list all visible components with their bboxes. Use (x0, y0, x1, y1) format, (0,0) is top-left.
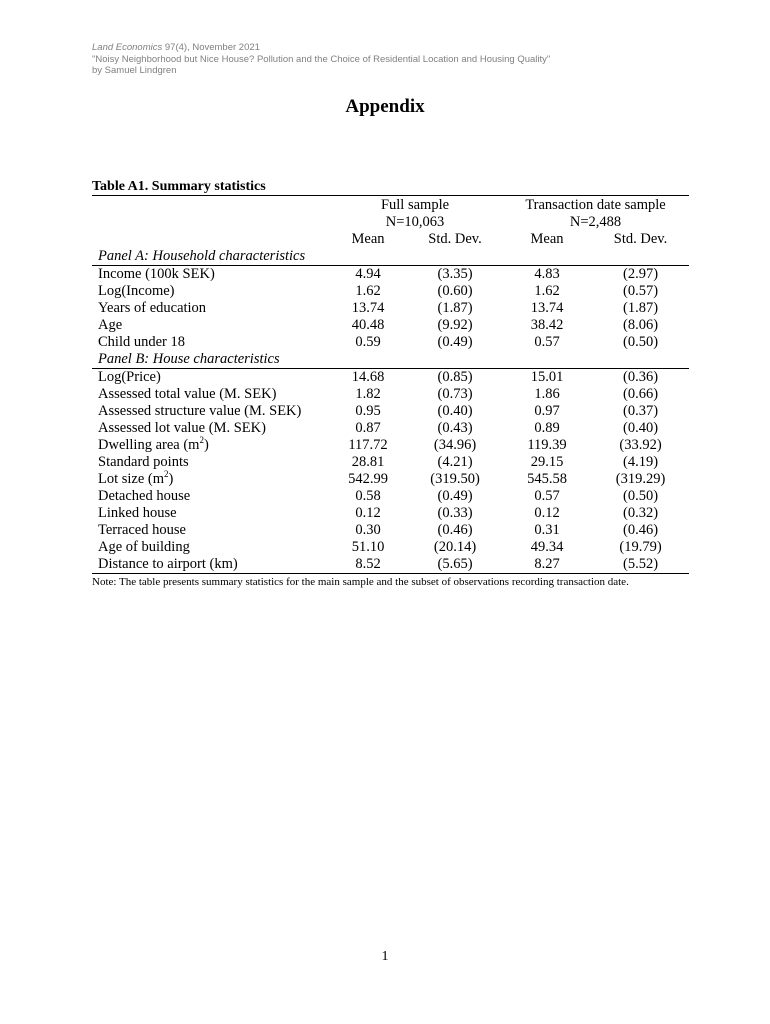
mean-cell: 545.58 (527, 471, 567, 487)
mean-cell: 0.12 (355, 505, 381, 521)
std-dev-cell: (34.96) (433, 437, 477, 453)
table-row (92, 266, 689, 284)
row-label-suffix: ) (203, 437, 209, 453)
row-label-text: Child under 18 (98, 334, 185, 350)
row-label-text: Lot size (m (98, 471, 165, 487)
table-row (92, 471, 689, 488)
std-dev-cell: (0.49) (437, 488, 473, 504)
table-row (92, 522, 689, 539)
page-title: Appendix (345, 96, 425, 117)
row-label-superscript: 2 (199, 435, 204, 446)
row-label-text: Assessed lot value (M. SEK) (98, 420, 266, 436)
std-dev-cell: (4.21) (437, 454, 473, 470)
row-label-text: Detached house (98, 488, 191, 504)
group-n-row (92, 213, 689, 230)
row-label-suffix: ) (168, 471, 174, 487)
mean-cell: 38.42 (530, 317, 564, 333)
summary-table-block (92, 179, 689, 589)
std-dev-cell: (1.87) (622, 300, 659, 316)
mean-cell: 1.62 (355, 283, 381, 299)
std-dev-cell: (0.57) (622, 283, 659, 299)
std-dev-cell: (5.65) (408, 556, 502, 574)
row-label-text: Standard points (98, 454, 189, 470)
table-row (92, 556, 689, 574)
std-dev-cell: (0.50) (622, 488, 659, 504)
std-dev-cell: (0.43) (437, 420, 473, 436)
std-dev-cell: (2.97) (622, 266, 659, 282)
row-label-text: Dwelling area (m (98, 437, 200, 453)
row-label (92, 556, 328, 574)
table-row (92, 454, 689, 471)
journal-issue: 97(4), November 2021 (162, 42, 260, 53)
table-row (92, 369, 689, 387)
std-dev-cell: (20.14) (433, 539, 477, 555)
journal-line (92, 42, 550, 54)
column-header: Mean (530, 231, 564, 247)
std-dev-cell: (0.33) (437, 505, 473, 521)
group-n-transaction-sample: N=2,488 (569, 213, 622, 230)
panel-title: Panel B: House characteristics (92, 351, 328, 369)
mean-cell: 4.94 (355, 266, 381, 282)
journal-name: Land Economics (92, 42, 163, 53)
row-label-text: Log(Income) (98, 283, 175, 299)
table-row (92, 437, 689, 454)
mean-cell: 0.12 (534, 505, 560, 521)
std-dev-cell: (0.40) (622, 420, 659, 436)
row-label-text: Age (98, 317, 123, 333)
row-label-text: Income (100k SEK) (98, 266, 215, 282)
table-row (92, 300, 689, 317)
table-row (92, 283, 689, 300)
mean-cell: 0.57 (534, 334, 560, 350)
panel-title: Panel A: Household characteristics (92, 248, 328, 266)
panel-header-row (92, 248, 689, 266)
row-label-text: Distance to airport (km) (98, 556, 238, 572)
mean-cell: 8.52 (328, 556, 408, 574)
table-body (92, 196, 689, 574)
std-dev-cell: (4.19) (622, 454, 659, 470)
std-dev-cell: (0.46) (437, 522, 473, 538)
table-row (92, 539, 689, 556)
std-dev-cell: (5.52) (592, 556, 689, 574)
row-label (92, 266, 328, 284)
mean-cell: 0.95 (355, 403, 381, 419)
table-row (92, 505, 689, 522)
std-dev-cell: (0.36) (622, 369, 659, 385)
std-dev-cell: (319.29) (615, 471, 666, 487)
std-dev-cell: (0.37) (622, 403, 659, 419)
std-dev-cell: (0.46) (622, 522, 659, 538)
table-row (92, 334, 689, 351)
group-n-full-sample: N=10,063 (385, 213, 445, 230)
mean-cell: 13.74 (530, 300, 564, 316)
row-label (92, 471, 328, 488)
mean-cell: 1.62 (534, 283, 560, 299)
mean-cell: 49.34 (530, 539, 564, 555)
column-header: Std. Dev. (613, 231, 668, 247)
summary-statistics-table (92, 195, 689, 574)
mean-cell: 0.87 (355, 420, 381, 436)
row-label (92, 539, 328, 556)
group-name-transaction-sample: Transaction date sample (502, 196, 689, 214)
std-dev-cell: (0.73) (437, 386, 473, 402)
std-dev-cell: (0.40) (437, 403, 473, 419)
std-dev-cell: (0.49) (437, 334, 473, 350)
std-dev-cell: (0.50) (622, 334, 659, 350)
row-label (92, 522, 328, 539)
row-label (92, 334, 328, 351)
mean-cell: 0.57 (534, 488, 560, 504)
mean-cell: 0.59 (355, 334, 381, 350)
mean-cell: 51.10 (351, 539, 385, 555)
column-header: Std. Dev. (428, 231, 482, 247)
std-dev-cell: (0.32) (622, 505, 659, 521)
mean-cell: 29.15 (530, 454, 564, 470)
mean-cell: 13.74 (351, 300, 385, 316)
table-row (92, 420, 689, 437)
std-dev-cell: (19.79) (619, 539, 662, 555)
article-title: "Noisy Neighborhood but Nice House? Pollution and the Choice of Residential Location and Housing Quality" (92, 53, 551, 65)
row-label-text: Age of building (98, 539, 190, 555)
row-label-text: Assessed total value (M. SEK) (98, 386, 277, 402)
row-label-text: Assessed structure value (M. SEK) (98, 403, 302, 419)
page-number: 1 (381, 949, 389, 964)
row-label (92, 505, 328, 522)
table-row (92, 317, 689, 334)
table-note: Note: The table presents summary statistics for the main sample and the subset of observations recording transaction date. (92, 576, 629, 588)
mean-cell: 119.39 (527, 437, 567, 453)
mean-cell: 14.68 (351, 369, 385, 385)
mean-cell: 8.27 (502, 556, 592, 574)
mean-cell: 0.89 (534, 420, 560, 436)
row-label (92, 454, 328, 471)
row-label (92, 300, 328, 317)
mean-cell: 0.31 (534, 522, 560, 538)
row-label-text: Years of education (98, 300, 207, 316)
table-row (92, 488, 689, 505)
row-label (92, 403, 328, 420)
table-row (92, 403, 689, 420)
row-label-superscript: 2 (164, 469, 169, 480)
mean-cell: 1.82 (355, 386, 381, 402)
row-label-text: Terraced house (98, 522, 186, 538)
group-name-full-sample: Full sample (328, 196, 502, 214)
mean-cell: 0.30 (355, 522, 381, 538)
row-label (92, 386, 328, 403)
mean-cell: 0.97 (534, 403, 560, 419)
mean-cell: 4.83 (534, 266, 560, 282)
mean-cell: 1.86 (534, 386, 560, 402)
table-row (92, 386, 689, 403)
mean-cell: 0.58 (355, 488, 381, 504)
row-label (92, 283, 328, 300)
mean-cell: 15.01 (530, 369, 564, 385)
row-label (92, 437, 328, 454)
row-label-text: Log(Price) (98, 369, 161, 385)
std-dev-cell: (0.85) (437, 369, 473, 385)
row-label (92, 420, 328, 437)
mean-cell: 40.48 (351, 317, 385, 333)
std-dev-cell: (1.87) (437, 300, 473, 316)
std-dev-cell: (9.92) (437, 317, 473, 333)
std-dev-cell: (0.60) (437, 283, 473, 299)
mean-cell: 28.81 (351, 454, 385, 470)
running-header (92, 42, 550, 77)
mean-cell: 542.99 (348, 471, 388, 487)
column-header: Mean (351, 231, 385, 247)
std-dev-cell: (8.06) (622, 317, 659, 333)
column-header-row (92, 230, 689, 248)
mean-cell: 117.72 (348, 437, 388, 453)
std-dev-cell: (0.66) (622, 386, 659, 402)
std-dev-cell: (3.35) (437, 266, 473, 282)
row-label (92, 369, 328, 387)
row-label (92, 317, 328, 334)
std-dev-cell: (33.92) (619, 437, 662, 453)
std-dev-cell: (319.50) (430, 471, 480, 487)
group-name-row (92, 196, 689, 214)
table-caption: Table A1. Summary statistics (92, 179, 266, 194)
article-author: by Samuel Lindgren (92, 65, 177, 76)
row-label (92, 488, 328, 505)
panel-header-row (92, 351, 689, 369)
row-label-text: Linked house (98, 505, 177, 521)
